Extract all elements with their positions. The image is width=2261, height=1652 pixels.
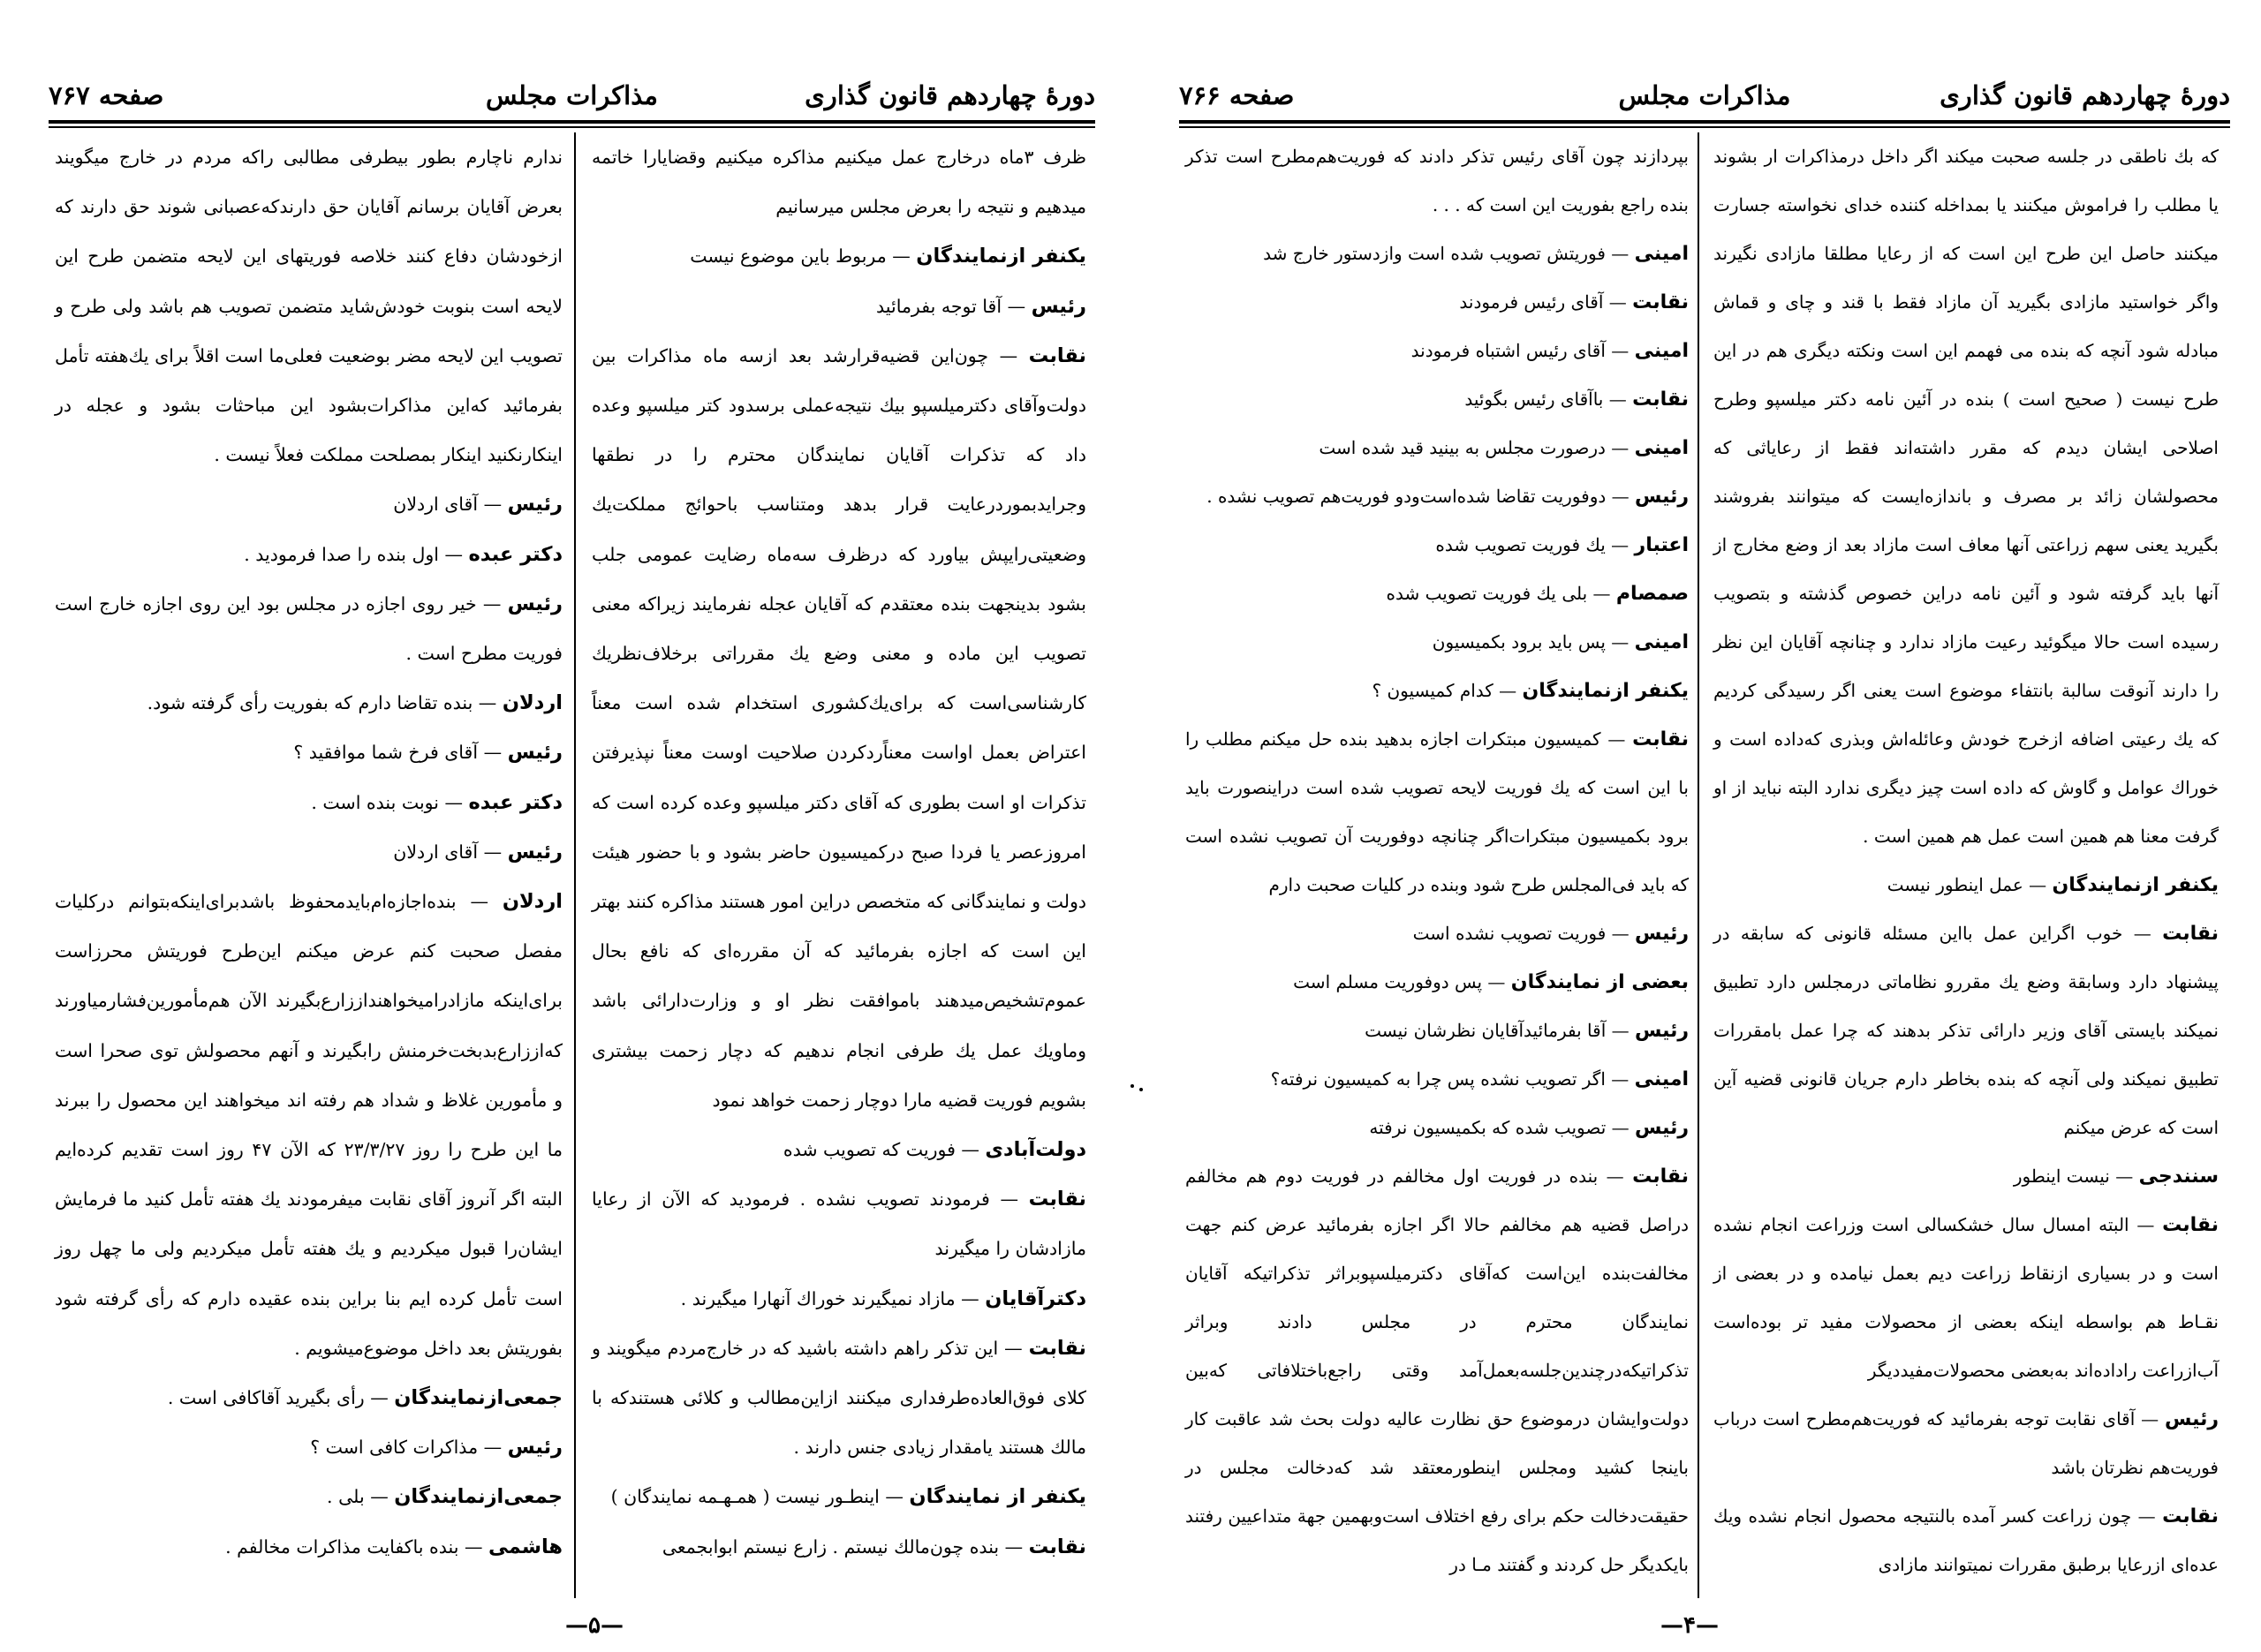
text-column-right <box>592 132 1086 1572</box>
session-title: دورۀ چهاردهم قانون گذارى <box>805 80 1095 110</box>
speaker-name: نقابت <box>1028 1336 1086 1360</box>
speaker-name: رئيس <box>1634 923 1689 945</box>
session-title: دورۀ چهاردهم قانون گذاری <box>1940 80 2230 110</box>
transcript-paragraph: اعتبار — يك فوريت تصويب شده <box>1435 534 1689 556</box>
speech-text: ظرف ۳ماه درخارج عمل ميكنيم مذاكره ميكنيم وقضايارا خاتمه ميدهيم و نتيجه را بعرض مجلس ميرسانيم <box>592 147 1086 218</box>
header-rule-thin <box>1179 126 2230 128</box>
transcript-paragraph: نقابت — بنده در فوريت اول مخالفم در فوريت دوم هم مخالفم دراصل قضيه هم مخالفم حالا اگر اجازه بفرمائيد عرض كنم جهت مخالفت‌بنده اين‌است كه‌آقاى دكتر‌ميلسپوبراثر تذكراتيكه آقايان نمايندگان محترم در مجلس دادند وبراثر تذكراتيكه‌درچندين‌جلسه‌بعمل‌آمد وقتى راجع‌باختلافاتى كه‌بين دولت‌وايشان درموضوع حق نظارت عاليه دولت بحث شد عاقبت كار باينجا كشيد ومجلس اينطورمعتقد شد كه‌دخالت مجلس در حقيقت‌دخالت حكم براى رفع اختلاف است‌وبهمين جهة متداعيين رفتند بايكديگر حل كردند و گفتند مـا در <box>1185 1165 1690 1575</box>
transcript-paragraph: اردلان — بنده تقاضا دارم كه بفوريت رأى گرفته شود. <box>147 691 563 715</box>
page-number-label: صفحه ۷۶۷ <box>49 80 164 110</box>
speech-text: بپردازند چون آقاى رئيس تذكر دادند كه فوريت‌هم‌مطرح است تذكر بنده راجع بفوريت اين است كه . . . <box>1185 146 1689 215</box>
page-766 <box>1130 0 2261 1652</box>
speech-text: آقاى اردلان <box>393 494 479 516</box>
transcript-paragraph: رئيس — آقا بفرمائيد‌آقايان نظرشان نيست <box>1365 1020 1689 1042</box>
transcript-paragraph: بعضى از نمايندگان — پس دوفوريت مسلم است <box>1293 971 1689 993</box>
speaker-name: امينى <box>1634 437 1689 459</box>
transcript-paragraph <box>55 132 563 479</box>
speaker-name: نقابت <box>1632 728 1689 751</box>
page-767 <box>0 0 1130 1652</box>
speaker-name: سنندجى <box>2138 1165 2219 1188</box>
speaker-name: نقابت <box>1632 1165 1690 1188</box>
text-column-left <box>1185 132 1689 1589</box>
speaker-name: رئيس <box>2164 1408 2219 1430</box>
speech-text: که بك ناطقى در جلسه صحبت ميكند اگر داخل درمذاكرات ار بشوند يا مطلب را فراموش ميكنند يا بمداخله كننده خداى نخواسته جسارت ميكنند حاصل اين طرح اين است كه از رعايا مطلقا مازادى نگيرند واگر خواستيد مازادى بگيريد آن مازاد فقط با قند و چاى و قماش مبادله شود آنچه كه بنده مى فهمم اين است ونكته ديگرى هم در اين طرح نيست ( صحيح است ) بنده در آئين نامه دكتر ميلسپو وطرح اصلاحى ايشان ديدم كه مقرر داشته‌اند فقط از رعاياثى كه محصولشان زائد بر مصرف و باندازه‌ايست كه ميتوانند بفروشند بگيريد يعنى سهم زراعتى آنها معاف است مازاد بعد از وضع مخارج از آنها بايد گرفته شود و آئين نامه دراين خصوص گذشته و بتصويب رسيده است حالا ميگوئيد رعيت مازاد ندارد و چنانچه آقايان اين نظر را دارند آنوقت سالبة بانتفاء موضوع است يعنى اگر رسيدگى كرديم كه يك رعيتى اضافه ازخرج خودش وعائله‌اش وبذرى كه‌داده است و خوراك عوامل و گاوش كه داده است چيز ديگرى ندارد البته نبايد از او گرفت معنا هم همين است عمل هم همين است . <box>1713 146 2219 847</box>
transcript-paragraph: هاشمى — بنده باكفايت مذاكرات مخالفم . <box>225 1535 563 1558</box>
transcript-paragraph: نقابت — خوب اگراين عمل با‌اين مسئله قانونى كه سابقه در پيشنهاد دارد وسابقة وضع يك مقررو نظاماتى درمجلس دارد تطبيق نميكند بايستى آقاى وزير دارائى تذكر بدهند كه چرا عمل بامقررات تطبيق نميكند ولى آنچه كه بنده بخاطر دارم جريان قانونى قضيه آين است كه عرض ميكنم <box>1713 923 2219 1138</box>
transcript-paragraph: رئيس — آقا توجه بفرمائيد <box>876 294 1086 318</box>
speaker-name: هاشمى <box>488 1535 563 1558</box>
speech-text: مربوط باين موضوع نيست <box>690 245 887 268</box>
speaker-name: اعتبار <box>1634 534 1689 556</box>
speech-text: بنده باكفايت مذاكرات مخالفم . <box>225 1535 459 1558</box>
page-header <box>1179 72 2230 118</box>
transcript-paragraph: رئيس — خير روى اجازه در مجلس بود اين روى اجازه خارج است فوريت مطرح است . <box>55 592 563 665</box>
speech-text: بنده در فوريت اول مخالفم در فوريت دوم هم مخالفم دراصل قضيه هم مخالفم حالا اگر اجازه بفرمائيد عرض كنم جهت مخالفت‌بنده اين‌است كه‌آقاى دكتر‌ميلسپوبراثر تذكراتيكه آقايان نمايندگان محترم در مجلس دادند وبراثر تذكراتيكه‌درچندين‌جلسه‌بعمل‌آمد وقتى راجع‌باختلافاتى كه‌بين دولت‌وايشان درموضوع حق نظارت عاليه دولت بحث شد عاقبت كار باينجا كشيد ومجلس اينطورمعتقد شد كه‌دخالت مجلس در حقيقت‌دخالت حكم براى رفع اختلاف است‌وبهمين جهة متداعيين رفتند بايكديگر حل كردند و گفتند مـا در <box>1185 1165 1689 1575</box>
speech-text: تصويب شده كه بكميسيون نرفته <box>1369 1117 1607 1138</box>
transcript-paragraph: نقابت — اين تذكر راهم داشته باشيد كه در خارج‌مردم ميگويند و كلاى فوق‌العاده‌طرفدارى ميكنند ازاين‌مطالب و كلائى هستندكه با مالك هستند يامقدار زيادى جنس دارند . <box>592 1336 1086 1459</box>
speaker-name: رئيس <box>1634 486 1689 508</box>
transcript-paragraph: اردلان — بنده‌اجازه‌ام‌بايدمحفوظ باشدبراى‌اينكه‌بتوانم دركليات مفصل صحبت كنم عرض ميكنم اين‌طرح فوريتش محرزاست براى‌اينكه مازادراميخواهند‌ازز‌ارع‌بگيرند الآن هم‌مأمورين‌فشارمياورند كه‌اززارع‌بدبخت‌خرمنش رابگيرند و آنهم محصولش توى صحرا است و مأمورين غلاظ و شداد هم رفته اند ميخواهند اين محصول را ببرند ما اين طرح را روز ۲۳/۳/۲۷ كه الآن ۴۷ روز است تقديم كرده‌ايم البته اگر آنروز آقاى نقابت ميفرمودند يك هفته تأمل كنيد ما فرمايش ايشان‌را قبول ميكرديم و يك هفته تأمل ميكرديم ولى ما چهل روز است تأمل كرده ايم بنا براين بنده عقيده دارم كه رأى گرفته شود بفوريتش بعد داخل موضوع‌ميشويم . <box>55 890 563 1359</box>
speech-text: آقاى رئيس اشتباه فرمودند <box>1410 340 1606 361</box>
speech-text: مازاد نميگيرند خوراك آنهارا ميگيرند . <box>680 1287 956 1309</box>
page-footer-number: —۴— <box>1660 1612 1719 1639</box>
speech-text: آقا بفرمائيد‌آقايان نظرشان نيست <box>1365 1020 1607 1041</box>
transcript-paragraph: امينى — اگر تصويب نشده پس چرا به كميسيون نرفته؟ <box>1270 1068 1689 1090</box>
transcript-paragraph: دولت‌آبادى — فوريت كه تصويب شده <box>783 1138 1086 1162</box>
transcript-paragraph: يكنفر ازنمايندگان — عمل اينطور نيست <box>1887 874 2219 896</box>
page-number-label: صفحه ۷۶۶ <box>1179 80 1295 110</box>
transcript-paragraph: نقابت — بنده چون‌مالك نيستم . زارع نيستم ابوابجمعى <box>662 1535 1086 1558</box>
speaker-name: امينى <box>1634 340 1689 362</box>
speaker-name: جمعى‌ازنمايندگان <box>394 1386 563 1410</box>
speech-text: آقا توجه بفرمائيد <box>876 295 1002 317</box>
speaker-name: نقابت <box>2162 923 2219 945</box>
speech-text: نيست اينطور <box>2013 1165 2110 1187</box>
speech-text: آقاى فرخ شما موافقيد ؟ <box>293 742 479 764</box>
page-header <box>49 72 1095 118</box>
transcript-paragraph: نقابت — آقاى رئيس فرمودند <box>1459 291 1689 313</box>
speaker-name: يكنفر ازنمايندگان <box>2052 874 2219 896</box>
speech-text: بلى . <box>327 1486 365 1508</box>
speech-text: اگر تصويب نشده پس چرا به كميسيون نرفته؟ <box>1270 1068 1606 1090</box>
speaker-name: بعضى از نمايندگان <box>1510 971 1689 993</box>
speaker-name: نقابت <box>1028 1535 1086 1558</box>
speaker-name: اردلان <box>502 691 563 715</box>
transcript-paragraph: يكنفر از نمايندگان — اينطـور نيست ( همـهـمه نمايندگان ) <box>610 1485 1086 1509</box>
speech-text: آقاى رئيس فرمودند <box>1459 291 1604 313</box>
transcript-paragraph: رئيس — آقاى نقابت توجه بفرمائيد كه فوريت‌هم‌مطرح است درباب فوريت‌هم نظرتان باشد <box>1713 1408 2219 1478</box>
transcript-paragraph: نقابت — باآقاى رئيس بگوئيد <box>1464 388 1689 411</box>
speech-text: رأى بگيريد آقاكافى است . <box>167 1387 365 1409</box>
transcript-paragraph: نقابت — كميسيون مبتكرات اجازه بدهيد بنده حل ميكنم مطلب را با اين است كه يك فوريت لايحه تصويب شده است دراينصورت بايد برود بكميسيون مبتكرات‌اگر چنانچه دوفوريت آن تصويب نشده است كه بايد فى‌المجلس طرح شود وبنده در كليات صحبت دارم <box>1185 728 1689 895</box>
transcript-paragraph: نقابت — چون‌اين قضيه‌قرارشد بعد ازسه ماه مذاكرات بين دولت‌وآقاى دكترميلسپو بيك نتيجه‌عملى برسدود كتر ميلسپو وعده داد كه تذكرات آقايان نمايندگان محترم را در نطقها وجرايدبموردرعايت قرار بدهد ومتناسب باحوائج مملكت‌يك وضعيتى‌رايپش بياورد كه درظرف سه‌ماه رضايت عمومى جلب بشود بدينجهت بنده معتقدم كه آقايان عجله نفرمايند زيراكه معنى تصويب اين ماده و معنى وضع يك مقرراتى برخلاف‌نظر‌يك كارشناسى‌است كه براى‌يك‌كشورى استخدام شده است معناً اعتراض بعمل او‌است معناً‌ردكردن صلاحيت اوست معناً نپذيرفتن تذكرات او است بطورى كه آقاى دكتر ميلسپو وعده كرده است كه امروزعصر يا فردا صبح دركميسيون حاضر بشود و با حضور هيئت دولت و نمايندگانى كه متخصص دراين امور هستند مذاكره كنند بهتر اين است كه اجازه بفرمائيد كه آن مقرره‌اى كه نافع بحال عموم‌تشخيص‌ميدهند باموافقت نظر او و وزارت‌دارائى باشد وماويك عمل يك طرفى انجام ندهيم كه دچار زحمت بيشترى بشويم فوريت قضيه مارا دوچار زحمت خواهد نمود <box>592 343 1086 1111</box>
speaker-name: رئيس <box>1031 294 1086 318</box>
speaker-name: نقابت <box>1632 388 1689 411</box>
transcript-paragraph: نقابت — فرمودند تصويب نشده . فرموديد كه الآن از رعايا مازادشان را ميگيرند <box>592 1188 1086 1260</box>
transcript-paragraph: رئيس — فوريت تصويب نشده است <box>1412 923 1689 945</box>
speaker-name: امينى <box>1634 243 1689 265</box>
speaker-name: نقابت <box>1028 343 1086 367</box>
speech-text: اين تذكر راهم داشته باشيد كه در خارج‌مردم ميگويند و كلاى فوق‌العاده‌طرفدارى ميكنند ازاين‌مطالب و كلائى هستندكه با مالك هستند يامقدار زيادى جنس دارند . <box>592 1337 1086 1459</box>
transcript-paragraph: امينى — آقاى رئيس اشتباه فرمودند <box>1410 340 1689 362</box>
transcript-paragraph <box>592 132 1086 231</box>
speech-text: ندارم ناچارم بطور بيطرفى مطالبى راكه مردم در خارج ميگويند بعرض آقايان برسانم آقايان حق دارندكه‌عصبانى شوند حق دارند كه ازخودشان دفاع كنند خلاصه فوريتهاى اين لايحه متضمن طرح اين لايحه است بنوبت خودش‌شايد متضمن تصويب هم باشد ولى طرح و تصويب اين لايحه مضر بوضعيت فعلى‌ما است اقلاً براى يك‌هفته تأمل بفرمائيد كه‌اين مذاكرات‌بشود اين مباحثات بشود و عجله در اينكار‌نكنيد اينكار بمصلحت مملكت فعلاً نيست . <box>55 147 563 466</box>
scan-speck <box>1130 1084 1134 1088</box>
transcript-paragraph: سنندجى — نيست اينطور <box>2013 1165 2219 1188</box>
speech-text: بنده تقاضا دارم كه بفوريت رأى گرفته شود. <box>147 692 473 714</box>
speaker-name: نقابت <box>2162 1505 2219 1528</box>
speech-text: اينطـور نيست ( همـهـمه نمايندگان ) <box>610 1486 880 1508</box>
text-column-left <box>55 132 563 1572</box>
speaker-name: دولت‌آبادى <box>985 1138 1086 1162</box>
header-rule-thin <box>49 126 1095 128</box>
transcript-paragraph: يكنفر ازنمايندگان — مربوط باين موضوع نيست <box>690 245 1086 268</box>
speech-text: باآقاى رئيس بگوئيد <box>1464 388 1604 410</box>
speaker-name: نقابت <box>2162 1214 2219 1236</box>
speaker-name: رئيس <box>507 840 563 864</box>
transcript-paragraph: دكتر عبده — اول بنده را صدا فرموديد . <box>244 542 563 566</box>
speaker-name: رئيس <box>507 1436 563 1460</box>
speech-text: پس دوفوريت مسلم است <box>1293 971 1483 992</box>
speaker-name: يكنفر ازنمايندگان <box>1522 680 1689 702</box>
speech-text: عمل اينطور نيست <box>1887 874 2023 895</box>
page-footer-number: —۵— <box>565 1612 624 1639</box>
transcript-paragraph <box>1185 132 1689 230</box>
transcript-paragraph: جمعى‌ازنمايندگان — رأى بگيريد آقاكافى است . <box>167 1386 563 1410</box>
column-divider <box>1698 132 1699 1598</box>
header-rule <box>49 120 1095 124</box>
speech-text: البته امسال سال خشكسالى است وزراعت انجام نشده است و در بسيارى ازنقاط زراعت ديم بعمل نيامده و در بعضى از نقـاط هم بواسطه اينكه بعضى از محصولات مفيد تر بوده‌است آب‌ازراعت راداده‌اند به‌بعضى محصولات‌مفيدديگر <box>1713 1214 2219 1381</box>
transcript-paragraph: دكترآقايان — مازاد نميگيرند خوراك آنهارا ميگيرند . <box>680 1286 1086 1310</box>
transcript-paragraph: يكنفر ازنمايندگان — كدام كميسيون ؟ <box>1372 680 1689 702</box>
speech-text: چون‌اين قضيه‌قرارشد بعد ازسه ماه مذاكرات بين دولت‌وآقاى دكترميلسپو بيك نتيجه‌عملى برسدود كتر ميلسپو وعده داد كه تذكرات آقايان نمايندگان محترم را در نطقها وجرايدبموردرعايت قرار بدهد ومتناسب باحوائج مملكت‌يك وضعيتى‌رايپش بياورد كه درظرف سه‌ماه رضايت عمومى جلب بشود بدينجهت بنده معتقدم كه آقايان عجله نفرمايند زيراكه معنى تصويب اين ماده و معنى وضع يك مقرراتى برخلاف‌نظر‌يك كارشناسى‌است كه براى‌يك‌كشورى استخدام شده است معناً اعتراض بعمل او‌است معناً‌ردكردن صلاحيت اوست معناً نپذيرفتن تذكرات او است بطورى كه آقاى دكتر ميلسپو وعده كرده است كه امروزعصر يا فردا صبح دركميسيون حاضر بشود و با حضور هيئت دولت و نمايندگانى كه متخصص دراين امور هستند مذاكره كنند بهتر اين است كه اجازه بفرمائيد كه آن مقرره‌اى كه نافع بحال عموم‌تشخيص‌ميدهند باموافقت نظر او و وزارت‌دارائى باشد وماويك عمل يك طرفى انجام ندهيم كه دچار زحمت بيشترى بشويم فوريت قضيه مارا دوچار زحمت خواهد نمود <box>592 344 1086 1111</box>
transcript-paragraph: امينى — فوريتش تصويب شده است وازدستور خارج شد <box>1263 243 1689 265</box>
speech-text: فرمودند تصويب نشده . فرموديد كه الآن از رعايا مازادشان را ميگيرند <box>592 1188 1086 1260</box>
speaker-name: امينى <box>1634 1068 1689 1090</box>
speech-text: خير روى اجازه در مجلس بود اين روى اجازه خارج است فوريت مطرح است . <box>55 592 563 665</box>
speaker-name: دكتر عبده <box>468 542 563 566</box>
transcript-paragraph: رئيس — دوفوريت تقاضا شده‌است‌ودو فوريت‌هم تصويب نشده . <box>1206 486 1689 508</box>
speech-text: چون زراعت كسر آمده بالنتيجه محصول انجام نشده ويك عده‌اى ازرعايا برطبق مقررات نميتوانند مازادى <box>1713 1505 2219 1575</box>
transcript-paragraph: صمصام — بلى يك فوريت تصويب شده <box>1386 583 1689 605</box>
header-center-title: مذاکرات مجلس <box>1618 80 1791 110</box>
speech-text: آقاى اردلان <box>393 841 479 863</box>
transcript-paragraph: رئيس — تصويب شده كه بكميسيون نرفته <box>1369 1117 1689 1139</box>
speaker-name: رئيس <box>507 493 563 517</box>
speaker-name: امينى <box>1634 631 1689 653</box>
speech-text: بلى يك فوريت تصويب شده <box>1386 583 1588 604</box>
transcript-paragraph: امينى — درصورت مجلس به بينيد قيد شده است <box>1319 437 1689 459</box>
speaker-name: دكتر عبده <box>468 790 563 814</box>
speech-text: بنده چون‌مالك نيستم . زارع نيستم ابوابجمعى <box>662 1535 1000 1558</box>
speaker-name: رئيس <box>1634 1020 1689 1042</box>
transcript-paragraph: دكتر عبده — نوبت بنده است . <box>311 790 563 814</box>
transcript-paragraph: امينى — پس بايد برود بكميسيون <box>1432 631 1689 653</box>
transcript-paragraph: رئيس — مذاكرات كافى است ؟ <box>310 1436 563 1460</box>
speech-text: دوفوريت تقاضا شده‌است‌ودو فوريت‌هم تصويب نشده . <box>1206 486 1607 507</box>
transcript-paragraph: رئيس — آقاى فرخ شما موافقيد ؟ <box>293 741 563 765</box>
speaker-name: نقابت <box>1028 1188 1086 1211</box>
speech-text: يك فوريت تصويب شده <box>1435 534 1606 555</box>
transcript-paragraph: رئيس — آقاى اردلان <box>393 840 563 864</box>
speaker-name: جمعى‌ازنمايندگان <box>394 1485 563 1509</box>
speech-text: فوريت كه تصويب شده <box>783 1139 956 1161</box>
transcript-paragraph: جمعى‌ازنمايندگان — بلى . <box>327 1485 563 1509</box>
speaker-name: رئيس <box>507 741 563 765</box>
speech-text: كميسيون مبتكرات اجازه بدهيد بنده حل ميكنم مطلب را با اين است كه يك فوريت لايحه تصويب شده است دراينصورت بايد برود بكميسيون مبتكرات‌اگر چنانچه دوفوريت آن تصويب نشده است كه بايد فى‌المجلس طرح شود وبنده در كليات صحبت دارم <box>1185 728 1689 895</box>
speaker-name: دكترآقايان <box>985 1286 1086 1310</box>
speech-text: كدام كميسيون ؟ <box>1372 680 1493 701</box>
header-center-title: مذاكرات مجلس <box>486 80 658 110</box>
speech-text: فوريت تصويب نشده است <box>1412 923 1607 944</box>
speech-text: خوب اگراين عمل با‌اين مسئله قانونى كه سابقه در پيشنهاد دارد وسابقة وضع يك مقررو نظاماتى درمجلس دارد تطبيق نميكند بايستى آقاى وزير دارائى تذكر بدهند كه چرا عمل بامقررات تطبيق نميكند ولى آنچه كه بنده بخاطر دارم جريان قانونى قضيه آين است كه عرض ميكنم <box>1713 923 2219 1138</box>
speech-text: بنده‌اجازه‌ام‌بايدمحفوظ باشدبراى‌اينكه‌بتوانم دركليات مفصل صحبت كنم عرض ميكنم اين‌طرح فوريتش محرزاست براى‌اينكه مازادراميخواهند‌ازز‌ارع‌بگيرند الآن هم‌مأمورين‌فشارمياورند كه‌اززارع‌بدبخت‌خرمنش رابگيرند و آنهم محصولش توى صحرا است و مأمورين غلاظ و شداد هم رفته اند ميخواهند اين محصول را ببرند ما اين طرح را روز ۲۳/۳/۲۷ كه الآن ۴۷ روز است تقديم كرده‌ايم البته اگر آنروز آقاى نقابت ميفرمودند يك هفته تأمل كنيد ما فرمايش ايشان‌را قبول ميكرديم و يك هفته تأمل ميكرديم ولى ما چهل روز است تأمل كرده ايم بنا براين بنده عقيده دارم كه رأى گرفته شود بفوريتش بعد داخل موضوع‌ميشويم . <box>55 891 563 1359</box>
scan-speck <box>1139 1088 1143 1091</box>
speech-text: نوبت بنده است . <box>311 791 439 813</box>
speech-text: آقاى نقابت توجه بفرمائيد كه فوريت‌هم‌مطرح است درباب فوريت‌هم نظرتان باشد <box>1713 1408 2219 1478</box>
speech-text: پس بايد برود بكميسيون <box>1432 631 1606 653</box>
speech-text: درصورت مجلس به بينيد قيد شده است <box>1319 437 1606 458</box>
speaker-name: رئيس <box>507 592 563 615</box>
text-column-right <box>1713 132 2219 1589</box>
speech-text: مذاكرات كافى است ؟ <box>310 1437 479 1459</box>
speaker-name: يكنفر از نمايندگان <box>909 1485 1086 1509</box>
speech-text: اول بنده را صدا فرموديد . <box>244 543 439 565</box>
transcript-paragraph <box>1713 132 2219 861</box>
speaker-name: اردلان <box>502 890 563 914</box>
speaker-name: نقابت <box>1632 291 1689 313</box>
transcript-paragraph: نقابت — البته امسال سال خشكسالى است وزراعت انجام نشده است و در بسيارى ازنقاط زراعت ديم بعمل نيامده و در بعضى از نقـاط هم بواسطه اينكه بعضى از محصولات مفيد تر بوده‌است آب‌ازراعت راداده‌اند به‌بعضى محصولات‌مفيدديگر <box>1713 1214 2219 1381</box>
transcript-paragraph: رئيس — آقاى اردلان <box>393 493 563 517</box>
speech-text: فوريتش تصويب شده است وازدستور خارج شد <box>1263 243 1606 264</box>
transcript-paragraph: نقابت — چون زراعت كسر آمده بالنتيجه محصول انجام نشده ويك عده‌اى ازرعايا برطبق مقررات نميتوانند مازادى <box>1713 1505 2219 1575</box>
speaker-name: صمصام <box>1615 583 1689 605</box>
column-divider <box>574 132 576 1598</box>
speaker-name: رئيس <box>1634 1117 1689 1139</box>
speaker-name: يكنفر ازنمايندگان <box>916 245 1086 268</box>
header-rule <box>1179 120 2230 124</box>
